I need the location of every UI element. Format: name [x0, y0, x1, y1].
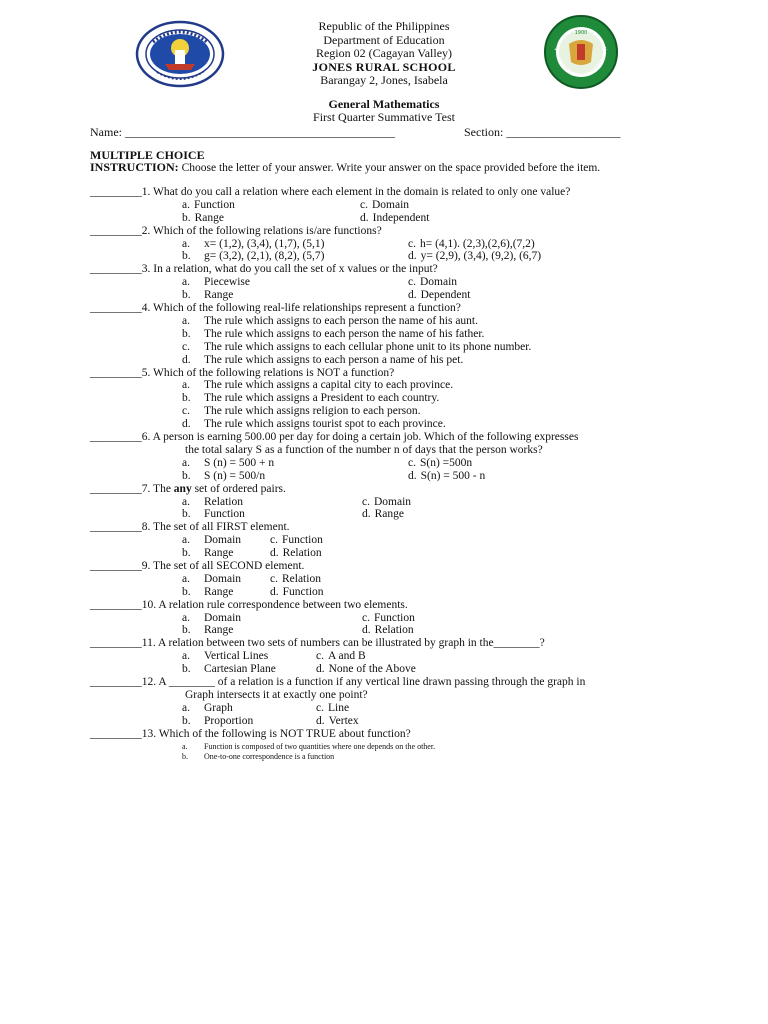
choice-row	[90, 741, 690, 751]
choice-text: Domain	[204, 572, 242, 585]
choice-text: Relation	[204, 495, 243, 508]
choice-text: A and B	[327, 650, 366, 663]
choice-text: g= (3,2), (2,1), (8,2), (5,7)	[204, 250, 325, 263]
choice-d	[360, 212, 429, 225]
choice-row	[90, 534, 690, 547]
choice-text: Function	[281, 534, 323, 547]
choice-row	[90, 238, 690, 251]
choice-text: Line	[327, 701, 350, 714]
choice-b	[182, 289, 233, 302]
choice-letter: b.	[182, 289, 191, 302]
choice-letter: a.	[182, 741, 188, 751]
choice-a	[182, 315, 478, 328]
choice-c	[182, 405, 421, 418]
choice-text: Function	[373, 611, 415, 624]
choice-b	[182, 508, 245, 521]
choice-b	[182, 212, 224, 225]
choice-c	[362, 612, 415, 625]
question-13	[90, 728, 690, 761]
choice-b	[182, 586, 233, 599]
choice-row	[90, 547, 690, 560]
choice-text: Relation	[374, 624, 414, 637]
question-7	[90, 483, 690, 522]
choices	[90, 199, 690, 225]
choice-c	[408, 276, 457, 289]
choice-d	[408, 289, 470, 302]
choice-letter: a.	[182, 495, 190, 508]
choice-letter: b.	[182, 327, 191, 340]
choice-letter: d.	[408, 469, 417, 482]
question-list	[90, 186, 690, 761]
choice-row	[90, 289, 690, 302]
choice-text: Dependent	[420, 289, 471, 302]
choice-b	[182, 392, 439, 405]
choice-letter: c.	[182, 405, 190, 418]
choice-letter: a.	[182, 314, 190, 327]
choice-row	[90, 250, 690, 263]
choice-text: S (n) = 500 + n	[204, 456, 275, 469]
choice-letter: c.	[362, 611, 370, 624]
choice-a	[182, 702, 233, 715]
choice-b	[182, 250, 325, 263]
choices	[90, 702, 690, 728]
choice-letter: a.	[182, 379, 190, 392]
choice-a	[182, 238, 325, 251]
letterhead	[0, 20, 768, 88]
choice-d	[362, 508, 404, 521]
choice-row	[90, 392, 690, 405]
choice-text: Domain	[419, 276, 458, 289]
choice-d	[316, 715, 359, 728]
choice-text: The rule which assigns to each person the name of his father.	[204, 327, 485, 340]
choices	[90, 650, 690, 676]
choice-letter: c.	[182, 340, 190, 353]
choice-text: Independent	[372, 211, 430, 224]
choice-text: None of the Above	[328, 663, 416, 676]
choice-c	[408, 457, 472, 470]
choice-b	[182, 328, 484, 341]
school-name: JONES RURAL SCHOOL	[312, 59, 456, 74]
choice-row	[90, 508, 690, 521]
choice-row	[90, 650, 690, 663]
name-section-line	[90, 125, 730, 140]
question-text: _________4. Which of the following real-life relationships represent a function?	[90, 302, 461, 315]
choice-row	[90, 405, 690, 418]
choice-letter: d.	[362, 508, 371, 521]
choice-text: Domain	[373, 495, 412, 508]
choice-letter: b.	[182, 250, 191, 263]
choice-text: Graph	[204, 701, 233, 714]
choice-letter: b.	[182, 547, 191, 560]
question-12	[90, 676, 690, 728]
choice-text: Domain	[204, 611, 242, 624]
question-text: _________8. The set of all FIRST element.	[90, 521, 290, 534]
choice-letter: a.	[182, 276, 190, 289]
choice-text: Range	[204, 547, 234, 560]
choice-text: S(n) =500n	[419, 456, 473, 469]
choice-text: x= (1,2), (3,4), (1,7), (5,1)	[204, 237, 325, 250]
choice-row	[90, 573, 690, 586]
choice-c	[270, 573, 321, 586]
choice-a	[182, 379, 453, 392]
choice-row	[90, 586, 690, 599]
subject-title: General Mathematics	[328, 97, 440, 111]
choice-row	[90, 612, 690, 625]
choice-letter: c.	[316, 650, 324, 663]
question-6	[90, 431, 690, 483]
choice-row	[90, 457, 690, 470]
choice-text: The rule which assigns to each cellular phone unit to its phone number.	[204, 340, 532, 353]
choice-text: Function	[193, 198, 235, 211]
instruction-text: Choose the letter of your answer. Write your answer on the space provided before the item.	[178, 162, 601, 174]
choice-c	[360, 199, 409, 212]
choice-letter: c.	[360, 198, 368, 211]
choice-letter: b.	[182, 663, 191, 676]
choice-row	[90, 328, 690, 341]
choice-text: S (n) = 500/n	[204, 469, 266, 482]
choice-letter: b.	[182, 392, 191, 405]
choice-a	[182, 276, 250, 289]
choice-b	[182, 751, 334, 764]
choices	[90, 534, 690, 560]
instruction-label: INSTRUCTION:	[90, 160, 179, 174]
choices	[90, 741, 690, 761]
section-title: MULTIPLE CHOICE	[90, 148, 205, 162]
choice-letter: a.	[182, 572, 190, 585]
choice-text: Vertical Lines	[204, 650, 269, 663]
choice-row	[90, 624, 690, 637]
choices	[90, 238, 690, 264]
choice-row	[90, 354, 690, 367]
choice-text: Function	[282, 585, 324, 598]
choice-letter: d.	[316, 714, 325, 727]
choice-text: The rule which assigns a capital city to each province.	[204, 379, 454, 392]
choice-letter: d.	[270, 547, 279, 560]
choice-row	[90, 751, 690, 761]
choice-letter: a.	[182, 650, 190, 663]
choice-letter: c.	[270, 534, 278, 547]
choice-text: Range	[204, 585, 234, 598]
question-text: _________11. A relation between two sets of numbers can be illustrated by graph in the________?	[90, 637, 545, 650]
choice-row	[90, 379, 690, 392]
svg-text:1900: 1900	[574, 30, 588, 36]
choice-letter: b.	[182, 211, 191, 224]
question-text: _________6. A person is earning 500.00 per day for doing a certain job. Which of the following expresses	[90, 431, 579, 443]
question-text: _________12. A ________ of a relation is a function if any vertical line drawn passing through the graph in	[90, 676, 586, 689]
choice-row	[90, 418, 690, 431]
choice-text: S(n) = 500 - n	[420, 469, 486, 482]
choice-letter: b.	[182, 751, 188, 761]
choice-letter: a.	[182, 534, 190, 547]
choice-a	[182, 612, 241, 625]
choice-a	[182, 199, 235, 212]
question-text: _________2. Which of the following relations is/are functions?	[90, 224, 382, 237]
choice-letter: b.	[182, 469, 191, 482]
choice-row	[90, 470, 690, 483]
choice-d	[362, 624, 414, 637]
choice-text: The rule which assigns to each person a name of his pet.	[204, 353, 464, 366]
choice-row	[90, 212, 690, 225]
choice-c	[316, 702, 349, 715]
choice-a	[182, 650, 268, 663]
question-5	[90, 367, 690, 431]
choice-a	[182, 457, 274, 470]
choice-letter: d.	[182, 353, 191, 366]
school-address: Barangay 2, Jones, Isabela	[320, 73, 448, 87]
choice-text: One-to-one correspondence is a function	[204, 751, 335, 761]
letterhead-line: Region 02 (Cagayan Valley)	[315, 46, 453, 60]
choice-letter: d.	[408, 250, 417, 263]
choice-text: Vertex	[328, 714, 359, 727]
choice-row	[90, 315, 690, 328]
choice-row	[90, 199, 690, 212]
choice-text: The rule which assigns tourist spot to each province.	[204, 418, 446, 431]
choice-text: Range	[204, 289, 234, 302]
choices	[90, 276, 690, 302]
choice-letter: d.	[270, 585, 279, 598]
choice-letter: a.	[182, 198, 190, 211]
choice-letter: d.	[360, 211, 369, 224]
choice-text: The rule which assigns to each person the name of his aunt.	[204, 314, 479, 327]
choices	[90, 379, 690, 431]
question-text: _________13. Which of the following is NOT TRUE about function?	[90, 727, 411, 740]
choice-text: The rule which assigns religion to each person.	[204, 405, 421, 418]
choice-row	[90, 663, 690, 676]
section-field[interactable]: Section: ___________________	[464, 125, 621, 139]
choice-text: Cartesian Plane	[204, 663, 276, 676]
choice-text: Proportion	[204, 714, 254, 727]
question-2	[90, 225, 690, 264]
choice-d	[316, 663, 416, 676]
question-text: _________10. A relation rule correspondence between two elements.	[90, 598, 408, 611]
choice-row	[90, 715, 690, 728]
choice-letter: b.	[182, 624, 191, 637]
choice-letter: b.	[182, 585, 191, 598]
choice-row	[90, 496, 690, 509]
question-3	[90, 263, 690, 302]
name-field[interactable]: Name: _____________________________________________	[90, 125, 395, 139]
choice-b	[182, 470, 265, 483]
choice-text: Domain	[204, 534, 242, 547]
choice-c	[408, 238, 535, 251]
choice-c	[362, 496, 411, 509]
choice-letter: d.	[316, 663, 325, 676]
question-11	[90, 637, 690, 676]
choice-letter: c.	[408, 237, 416, 250]
choices	[90, 496, 690, 522]
choice-b	[182, 663, 276, 676]
choice-letter: d.	[408, 289, 417, 302]
choice-d	[408, 250, 541, 263]
choice-d	[270, 586, 324, 599]
choice-text: Piecewise	[204, 276, 250, 289]
letterhead-line: Republic of the Philippines	[318, 19, 450, 33]
question-8	[90, 521, 690, 560]
choice-letter: a.	[182, 237, 190, 250]
choice-letter: d.	[362, 624, 371, 637]
choice-letter: c.	[316, 701, 324, 714]
test-heading	[0, 98, 768, 124]
choice-c	[182, 341, 531, 354]
choice-a	[182, 573, 241, 586]
choice-text: y= (2,9), (3,4), (9,2), (6,7)	[420, 250, 542, 263]
choice-b	[182, 624, 233, 637]
choice-text: Function is composed of two quantities where one depends on the other.	[204, 741, 436, 751]
choice-text: Relation	[281, 572, 321, 585]
choice-text: h= (4,1). (2,3),(2,6),(7,2)	[419, 237, 535, 250]
question-4	[90, 302, 690, 366]
choice-b	[182, 547, 233, 560]
question-text: _________7. The any set of ordered pairs.	[90, 482, 286, 495]
question-text: _________3. In a relation, what do you call the set of x values or the input?	[90, 263, 438, 276]
choice-a	[182, 496, 243, 509]
choice-text: The rule which assigns a President to each country.	[204, 392, 440, 405]
question-text-continued: Graph intersects it at exactly one point?	[185, 688, 368, 701]
question-text-continued: the total salary S as a function of the number n of days that the person works?	[185, 443, 543, 456]
choice-d	[270, 547, 322, 560]
test-title: First Quarter Summative Test	[313, 110, 455, 124]
choice-text: Function	[204, 508, 245, 521]
choice-text: Range	[204, 624, 234, 637]
choice-letter: a.	[182, 701, 190, 714]
choices	[90, 315, 690, 367]
choice-letter: c.	[362, 495, 370, 508]
choice-letter: a.	[182, 611, 190, 624]
emphasis: any	[173, 482, 192, 495]
choice-letter: d.	[182, 418, 191, 431]
question-text: _________9. The set of all SECOND element.	[90, 559, 305, 572]
choices	[90, 612, 690, 638]
question-10	[90, 599, 690, 638]
choice-d	[408, 470, 485, 483]
choice-text: Range	[374, 508, 405, 521]
choice-letter: c.	[408, 276, 416, 289]
choice-a	[182, 534, 241, 547]
choice-row	[90, 702, 690, 715]
choice-letter: b.	[182, 714, 191, 727]
letterhead-line: Department of Education	[323, 32, 445, 47]
question-text: _________5. Which of the following relations is NOT a function?	[90, 366, 395, 379]
choice-letter: c.	[408, 456, 416, 469]
choice-d	[182, 354, 463, 367]
instruction	[90, 161, 680, 174]
choices	[90, 457, 690, 483]
choice-row	[90, 276, 690, 289]
choice-c	[270, 534, 323, 547]
choice-letter: b.	[182, 508, 191, 521]
choice-letter: c.	[270, 572, 278, 585]
choice-c	[316, 650, 366, 663]
question-1	[90, 186, 690, 225]
choice-row	[90, 341, 690, 354]
choice-letter: a.	[182, 456, 190, 469]
question-9	[90, 560, 690, 599]
choice-text: Domain	[371, 198, 410, 211]
choice-b	[182, 715, 253, 728]
choices	[90, 573, 690, 599]
choice-text: Relation	[282, 547, 322, 560]
choice-text: Range	[194, 211, 225, 224]
choice-d	[182, 418, 446, 431]
question-text: _________1. What do you call a relation where each element in the domain is related to only one value?	[90, 186, 571, 198]
